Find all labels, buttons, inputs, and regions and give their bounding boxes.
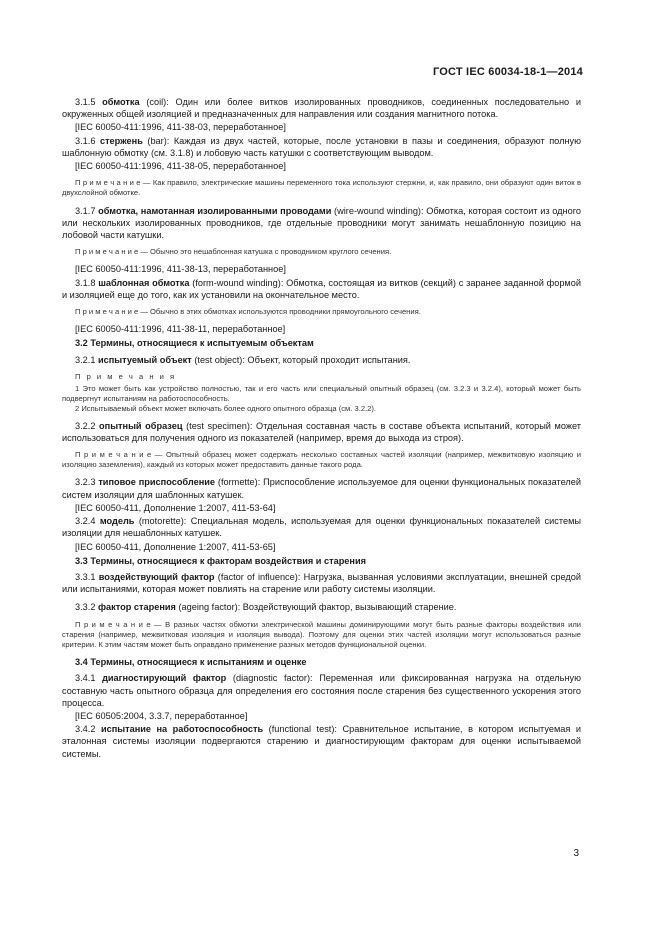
term-name: диагностирующий фактор bbox=[102, 673, 227, 684]
term-number: 3.2.3 bbox=[75, 477, 99, 488]
source-reference: [IEC 60050-411, Дополнение 1:2007, 411-53-65] bbox=[75, 541, 276, 552]
term-definition bbox=[62, 420, 581, 444]
term-name: типовое приспособление bbox=[98, 477, 216, 488]
section-heading: 3.2 Термины, относящиеся к испытуемым объектам bbox=[75, 338, 314, 349]
term-name: стержень bbox=[99, 135, 143, 146]
note bbox=[62, 450, 581, 470]
term-name: обмотка, намотанная изолированными проводами bbox=[98, 205, 332, 216]
document-header: ГОСТ IEC 60034-18-1—2014 bbox=[432, 66, 583, 78]
term-definition bbox=[62, 571, 581, 595]
term-definition bbox=[62, 672, 581, 709]
term-name: воздействующий фактор bbox=[98, 571, 215, 582]
term-name: шаблонная обмотка bbox=[98, 277, 190, 288]
term-text: (test specimen): Отдельная составная часть в составе объекта испытаний, который может использоваться для получения одного из показателей (например, время до выхода из строя). bbox=[62, 420, 581, 443]
term-name: опытный образец bbox=[99, 420, 183, 431]
term-text: (functional test): Сравнительное испытание, в котором испытуемая и эталонная системы изоляции подвергаются старению и диагностирующим факторам для оценки испытываемой системы. bbox=[62, 724, 581, 759]
section-heading: 3.3 Термины, относящиеся к факторам воздействия и старения bbox=[75, 555, 366, 566]
term-name: фактор старения bbox=[98, 602, 176, 613]
term-text: (factor of influence): Нагрузка, вызванная условиями эксплуатации, внешней средой или испытаниями, которая может повлиять на старение или работу системы изоляции. bbox=[62, 571, 581, 595]
term-name: испытуемый объект bbox=[98, 354, 192, 365]
term-definition bbox=[62, 601, 581, 613]
term-definition bbox=[62, 723, 581, 760]
note-label: П р и м е ч а н и е bbox=[75, 619, 151, 629]
term-number: 3.1.6 bbox=[75, 135, 100, 146]
term-number: 3.2.1 bbox=[75, 354, 98, 365]
term-definition bbox=[62, 354, 581, 366]
term-name: обмотка bbox=[102, 97, 140, 107]
note-text: — В разных частях обмотки электрической машины доминирующими могут быть разные факторы воздействия или старения (например, межвитковая изоляция и изоляция вывода). Поэтому для оценки этих частей изоляции могут использоваться разные критерии. К этим частям может быть оправдано применение разных методов функциональной оценки. bbox=[62, 619, 581, 649]
note-item: 2 Испытываемый объект может включать более одного опытного образца (см. 3.2.2). bbox=[75, 404, 377, 414]
note bbox=[62, 178, 581, 198]
note-text: — Опытный образец может содержать несколько составных частей изоляции (например, межвитковую изоляцию и изоляцию заземления), каждый из которых может предоставить данные такого рода. bbox=[62, 450, 581, 470]
note-text: — Обычно в этих обмотках используются проводники прямоугольного сечения. bbox=[138, 307, 421, 317]
source-reference: [IEC 60505:2004, 3.3.7, переработанное] bbox=[75, 710, 248, 721]
term-text: (bar): Каждая из двух частей, которые, после установки в пазы и соединения, образуют полную шаблонную обмотку (см. 3.1.8) и лобовую часть катушки с соответствующим выводом. bbox=[62, 135, 581, 158]
term-name: модель bbox=[99, 516, 135, 527]
source-reference: [IEC 60050-411:1996, 411-38-03, переработанное] bbox=[75, 122, 286, 133]
source-reference: [IEC 60050-411:1996, 411-38-13, переработанное] bbox=[75, 264, 286, 275]
term-text: (diagnostic factor): Переменная или фиксированная нагрузка на отдельную составную часть опытного образца для определения его состояния после старения без существенного ускорения этого процесса. bbox=[62, 673, 581, 708]
note bbox=[62, 307, 581, 317]
term-number: 3.2.4 bbox=[75, 516, 100, 527]
term-definition bbox=[62, 96, 581, 120]
document-body bbox=[62, 96, 581, 761]
term-definition bbox=[62, 476, 581, 500]
term-text: (ageing factor): Воздействующий фактор, вызывающий старение. bbox=[175, 602, 457, 613]
term-text: (test object): Объект, который проходит испытания. bbox=[191, 354, 411, 365]
term-text: (motorette): Специальная модель, используемая для оценки функциональных показателей системы изоляции для нешаблонных катушек. bbox=[62, 516, 581, 539]
source-reference: [IEC 60050-411:1996, 411-38-11, переработанное] bbox=[75, 324, 286, 335]
term-definition bbox=[62, 515, 581, 539]
section-heading: 3.4 Термины, относящиеся к испытаниям и оценке bbox=[75, 657, 307, 668]
term-text: (wire-wound winding): Обмотка, которая состоит из одного или нескольких изолированных проводников, где отдельные проводники могут занимать нешаблонную позицию на лобовой части катушки. bbox=[62, 205, 581, 241]
term-definition bbox=[62, 135, 581, 159]
notes-heading: П р и м е ч а н и я bbox=[75, 371, 177, 381]
note-label: П р и м е ч а н и е bbox=[75, 247, 139, 257]
term-text: (coil): Один или более витков изолированных проводников, соединенных последовательно и окруженных общей изоляцией и предназначенных для направления или создания магнитного потока. bbox=[62, 97, 581, 120]
term-number: 3.3.2 bbox=[75, 602, 98, 613]
term-definition bbox=[62, 277, 581, 301]
term-number: 3.1.8 bbox=[75, 277, 99, 288]
term-number: 3.2.2 bbox=[75, 420, 100, 431]
note-text: — Обычно это нешаблонная катушка с проводником круглого сечения. bbox=[138, 247, 392, 257]
source-reference: [IEC 60050-411:1996, 411-38-05, переработанное] bbox=[75, 161, 286, 172]
term-text: (form-wound winding): Обмотка, состоящая из витков (секций) с заранее заданной формой и изоляцией еще до того, как их установили на окончательное место. bbox=[62, 277, 581, 300]
term-definition bbox=[62, 205, 581, 242]
source-reference: [IEC 60050-411, Дополнение 1:2007, 411-53-64] bbox=[75, 502, 276, 513]
note-label: П р и м е ч а н и е bbox=[75, 450, 152, 460]
term-number: 3.1.5 bbox=[75, 97, 103, 107]
page-number: 3 bbox=[573, 848, 579, 859]
note-item: 1 Это может быть как устройство полностью, так и его часть или специальный опытный образец (см. 3.2.3 и 3.2.4), который может быть подвергнут испытаниям на работоспособность. bbox=[62, 384, 581, 404]
term-number: 3.4.2 bbox=[75, 724, 101, 735]
term-number: 3.1.7 bbox=[75, 205, 99, 216]
note bbox=[62, 247, 581, 257]
term-number: 3.3.1 bbox=[75, 571, 99, 582]
note-label: П р и м е ч а н и е bbox=[75, 307, 139, 317]
note bbox=[62, 620, 581, 651]
term-number: 3.4.1 bbox=[75, 673, 103, 684]
term-name: испытание на работоспособность bbox=[100, 724, 264, 735]
note-text: — Как правило, электрические машины переменного тока используют стержни, и, как правило, они образуют один виток в двухслойной обмотке. bbox=[62, 178, 581, 198]
term-text: (formette): Приспособление используемое для оценки функциональных показателей систем изоляции для шаблонных катушек. bbox=[62, 477, 581, 500]
note-label: П р и м е ч а н и е bbox=[75, 178, 141, 188]
